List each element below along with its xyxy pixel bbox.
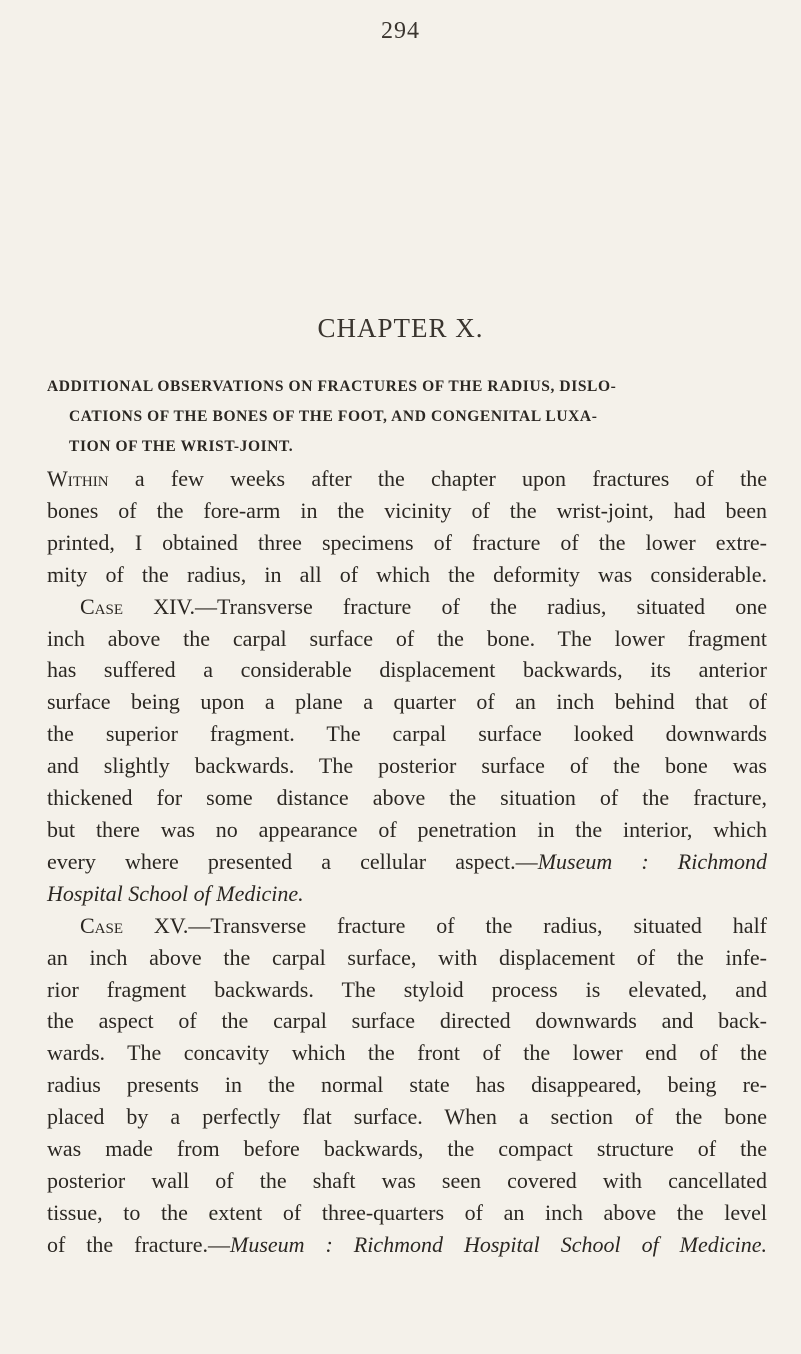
text-line: wards. The concavity which the front of the lower end of the: [47, 1040, 767, 1066]
text-line: bones of the fore-arm in the vicinity of the wrist-joint, had been: [47, 497, 767, 523]
text-line: [47, 1229, 767, 1261]
text-line: [47, 591, 767, 623]
text-run: of the fracture.—: [47, 1231, 231, 1257]
text-run: —Transverse fracture of the radius, situated one: [194, 593, 767, 619]
text-line: and slightly backwards. The posterior surface of the bone was: [47, 753, 767, 779]
text-line: [47, 910, 767, 942]
text-line: placed by a perfectly flat surface. When a section of the bone: [47, 1104, 767, 1130]
text-line: surface being upon a plane a quarter of an inch behind that of: [47, 689, 767, 715]
text-line: the aspect of the carpal surface directed downwards and back-: [47, 1008, 767, 1034]
text-line: was made from before backwards, the compact structure of the: [47, 1136, 767, 1162]
paragraph-lead-word: Within: [47, 466, 109, 491]
subtitle-line: ADDITIONAL OBSERVATIONS ON FRACTURES OF THE RADIUS, DISLO-: [47, 378, 617, 395]
chapter-title: CHAPTER X.: [317, 313, 484, 343]
body-text: [47, 463, 767, 1261]
case-heading: Case XV.: [80, 912, 189, 938]
text-line: inch above the carpal surface of the bone. The lower fragment: [47, 625, 767, 651]
text-line: the superior fragment. The carpal surface looked downwards: [47, 721, 767, 747]
text-line: mity of the radius, in all of which the deformity was considerable.: [47, 561, 767, 587]
text-line: printed, I obtained three specimens of fracture of the lower extre-: [47, 529, 767, 555]
text-line: radius presents in the normal state has disappeared, being re-: [47, 1072, 767, 1098]
citation: Museum : Richmond: [537, 848, 767, 874]
text-line: has suffered a considerable displacement backwards, its anterior: [47, 657, 767, 683]
text-line: rior fragment backwards. The styloid process is elevated, and: [47, 976, 767, 1002]
chapter-subtitle: [47, 372, 767, 462]
subtitle-line: CATIONS OF THE BONES OF THE FOOT, AND CONGENITAL LUXA-: [69, 408, 598, 425]
subtitle-line: TION OF THE WRIST-JOINT.: [69, 438, 294, 455]
text-line: but there was no appearance of penetration in the interior, which: [47, 816, 767, 842]
text-run: —Transverse fracture of the radius, situated half: [188, 912, 768, 938]
text-line: posterior wall of the shaft was seen covered with cancellated: [47, 1167, 767, 1193]
citation: Museum : Richmond Hospital School of Medicine.: [230, 1231, 767, 1257]
text-line: [47, 878, 767, 910]
case-heading: Case XIV.: [80, 593, 195, 619]
text-run: every where presented a cellular aspect.—: [47, 848, 538, 874]
text-line: tissue, to the extent of three-quarters of an inch above the level: [47, 1199, 767, 1225]
text-run: a few weeks after the chapter upon fractures of the: [108, 466, 767, 491]
text-line: [47, 463, 767, 495]
page-number: 294: [381, 18, 420, 44]
text-line: [47, 846, 767, 878]
text-line: an inch above the carpal surface, with displacement of the infe-: [47, 944, 767, 970]
text-line: thickened for some distance above the situation of the fracture,: [47, 785, 767, 811]
citation: Hospital School of Medicine.: [47, 880, 304, 906]
